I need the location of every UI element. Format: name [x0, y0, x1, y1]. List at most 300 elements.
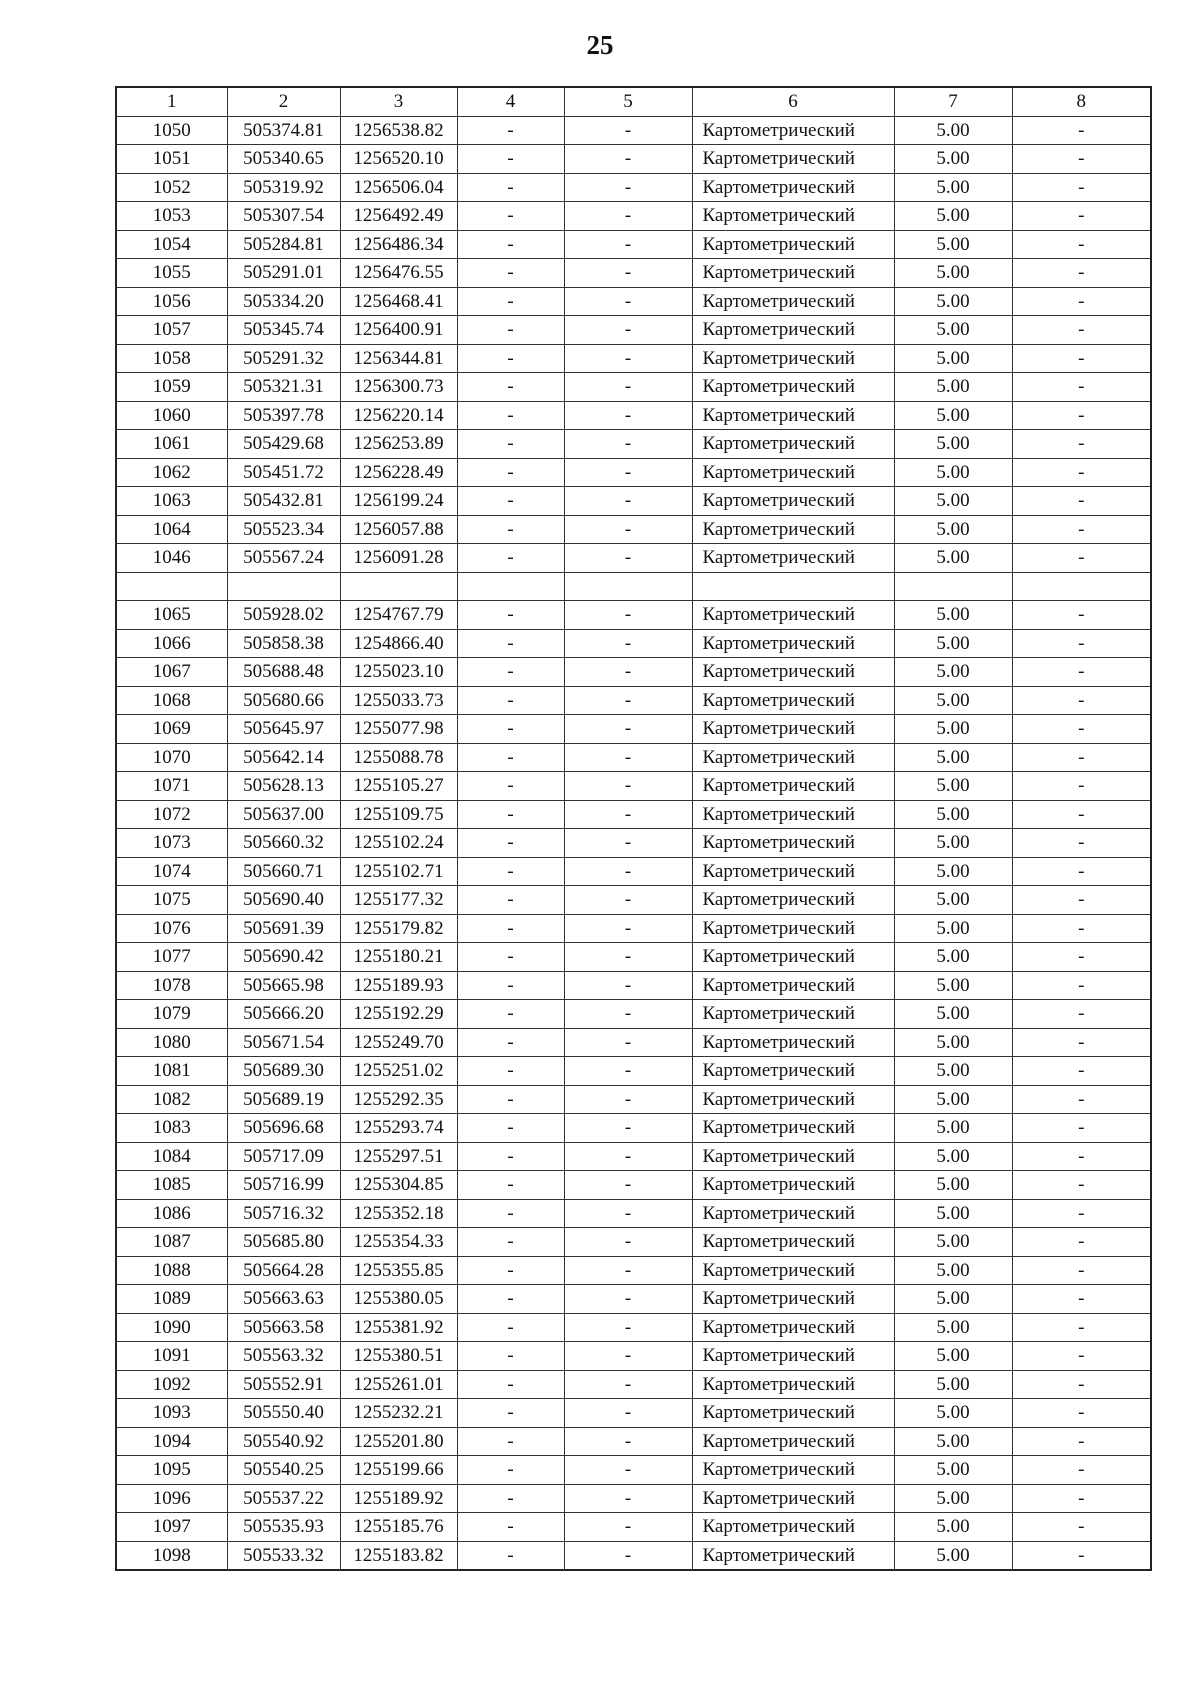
table-cell: Картометрический: [692, 800, 894, 829]
table-cell: 5.00: [894, 658, 1012, 687]
table-cell: 1255088.78: [340, 743, 457, 772]
table-cell: -: [564, 1484, 692, 1513]
table-cell: 505928.02: [227, 601, 340, 630]
table-cell: 505671.54: [227, 1028, 340, 1057]
table-cell: 1087: [116, 1228, 227, 1257]
table-cell: 1073: [116, 829, 227, 858]
table-cell: 1089: [116, 1285, 227, 1314]
table-cell: 505717.09: [227, 1142, 340, 1171]
table-cell: -: [564, 715, 692, 744]
table-cell: -: [457, 487, 564, 516]
table-cell: -: [1012, 230, 1151, 259]
table-cell: -: [1012, 344, 1151, 373]
table-cell: 5.00: [894, 715, 1012, 744]
table-cell: 1256057.88: [340, 515, 457, 544]
table-cell: -: [1012, 1484, 1151, 1513]
table-cell: -: [564, 173, 692, 202]
table-cell: 5.00: [894, 743, 1012, 772]
table-cell: -: [564, 401, 692, 430]
table-cell: 505645.97: [227, 715, 340, 744]
table-cell: -: [1012, 772, 1151, 801]
table-row: [116, 287, 1151, 316]
table-header-row: [116, 87, 1151, 116]
table-cell: 1255023.10: [340, 658, 457, 687]
table-cell: Картометрический: [692, 316, 894, 345]
table-cell: 5.00: [894, 1028, 1012, 1057]
table-cell: 5.00: [894, 401, 1012, 430]
table-cell: 1080: [116, 1028, 227, 1057]
table-cell: Картометрический: [692, 1342, 894, 1371]
table-cell: Картометрический: [692, 1313, 894, 1342]
table-cell: -: [457, 458, 564, 487]
table-cell: Картометрический: [692, 1541, 894, 1570]
table-cell: -: [457, 1456, 564, 1485]
table-cell: -: [1012, 1456, 1151, 1485]
table-cell: 5.00: [894, 316, 1012, 345]
table-row: [116, 1171, 1151, 1200]
table-cell: -: [564, 515, 692, 544]
table-cell: Картометрический: [692, 1399, 894, 1428]
table-row: [116, 686, 1151, 715]
table-cell: -: [564, 344, 692, 373]
table-cell: -: [564, 914, 692, 943]
table-row: [116, 430, 1151, 459]
table-cell: 1046: [116, 544, 227, 573]
table-cell: -: [1012, 1427, 1151, 1456]
table-cell: -: [457, 743, 564, 772]
table-cell: -: [1012, 686, 1151, 715]
table-row: [116, 145, 1151, 174]
table-cell: -: [1012, 515, 1151, 544]
table-cell: 5.00: [894, 458, 1012, 487]
table-cell: -: [457, 116, 564, 145]
column-header: 1: [116, 87, 227, 116]
table-cell: -: [564, 686, 692, 715]
table-cell: 1255192.29: [340, 1000, 457, 1029]
table-cell: -: [564, 1256, 692, 1285]
table-cell: 5.00: [894, 1342, 1012, 1371]
table-row: [116, 914, 1151, 943]
table-cell: -: [457, 1313, 564, 1342]
table-cell: Картометрический: [692, 1228, 894, 1257]
table-cell: -: [1012, 1171, 1151, 1200]
table-cell: -: [564, 658, 692, 687]
table-cell: -: [564, 1000, 692, 1029]
table-cell: Картометрический: [692, 772, 894, 801]
table-cell: -: [564, 800, 692, 829]
table-cell: Картометрический: [692, 1370, 894, 1399]
table-cell: 1256506.04: [340, 173, 457, 202]
table-cell: -: [1012, 544, 1151, 573]
table-cell: -: [564, 116, 692, 145]
table-cell: 505858.38: [227, 629, 340, 658]
table-cell: 505563.32: [227, 1342, 340, 1371]
column-header: 6: [692, 87, 894, 116]
table-cell: -: [1012, 715, 1151, 744]
table-cell: 5.00: [894, 1313, 1012, 1342]
table-cell: 505340.65: [227, 145, 340, 174]
table-cell: -: [564, 1028, 692, 1057]
table-row: [116, 230, 1151, 259]
table-cell: -: [564, 743, 692, 772]
table-row: [116, 857, 1151, 886]
table-cell: [340, 572, 457, 601]
table-cell: 5.00: [894, 686, 1012, 715]
table-cell: 5.00: [894, 1171, 1012, 1200]
table-cell: 1255201.80: [340, 1427, 457, 1456]
table-cell: Картометрический: [692, 1256, 894, 1285]
table-cell: 505552.91: [227, 1370, 340, 1399]
table-cell: 505680.66: [227, 686, 340, 715]
table-cell: 5.00: [894, 1285, 1012, 1314]
table-cell: -: [457, 715, 564, 744]
table-cell: 5.00: [894, 1228, 1012, 1257]
table-row: [116, 1057, 1151, 1086]
table-row: [116, 1285, 1151, 1314]
table-cell: Картометрический: [692, 145, 894, 174]
table-cell: 1255232.21: [340, 1399, 457, 1428]
table-cell: 1256199.24: [340, 487, 457, 516]
table-cell: 1255380.51: [340, 1342, 457, 1371]
table-cell: 505696.68: [227, 1114, 340, 1143]
table-cell: 5.00: [894, 173, 1012, 202]
table-cell: 505550.40: [227, 1399, 340, 1428]
table-cell: 505535.93: [227, 1513, 340, 1542]
table-cell: 505690.40: [227, 886, 340, 915]
table-cell: 1084: [116, 1142, 227, 1171]
table-cell: -: [457, 430, 564, 459]
table-cell: Картометрический: [692, 743, 894, 772]
table-cell: Картометрический: [692, 1484, 894, 1513]
table-cell: 505345.74: [227, 316, 340, 345]
table-cell: 5.00: [894, 1370, 1012, 1399]
table-cell: Картометрический: [692, 173, 894, 202]
table-cell: 5.00: [894, 1085, 1012, 1114]
table-cell: 1255105.27: [340, 772, 457, 801]
table-cell: Картометрический: [692, 458, 894, 487]
table-cell: 1256492.49: [340, 202, 457, 231]
table-cell: -: [1012, 1028, 1151, 1057]
table-cell: -: [457, 1399, 564, 1428]
table-cell: -: [1012, 316, 1151, 345]
table-cell: 5.00: [894, 857, 1012, 886]
table-cell: -: [564, 886, 692, 915]
table-cell: 5.00: [894, 1456, 1012, 1485]
table-cell: -: [457, 373, 564, 402]
table-cell: 1075: [116, 886, 227, 915]
table-cell: Картометрический: [692, 686, 894, 715]
table-cell: -: [564, 1370, 692, 1399]
table-row: [116, 515, 1151, 544]
table-cell: -: [457, 145, 564, 174]
table-cell: 1255249.70: [340, 1028, 457, 1057]
table-cell: -: [457, 1228, 564, 1257]
table-cell: -: [1012, 401, 1151, 430]
table-cell: 1256400.91: [340, 316, 457, 345]
table-cell: -: [564, 1285, 692, 1314]
table-cell: 5.00: [894, 145, 1012, 174]
table-cell: -: [1012, 857, 1151, 886]
table-cell: -: [1012, 1313, 1151, 1342]
table-cell: -: [564, 629, 692, 658]
table-cell: 1255189.92: [340, 1484, 457, 1513]
table-cell: -: [564, 1228, 692, 1257]
table-cell: 505334.20: [227, 287, 340, 316]
table-cell: 5.00: [894, 544, 1012, 573]
table-cell: Картометрический: [692, 373, 894, 402]
table-cell: Картометрический: [692, 544, 894, 573]
table-cell: 1256091.28: [340, 544, 457, 573]
table-cell: 1079: [116, 1000, 227, 1029]
table-cell: 1098: [116, 1541, 227, 1570]
table-cell: 505690.42: [227, 943, 340, 972]
table-cell: 1076: [116, 914, 227, 943]
table-cell: 1090: [116, 1313, 227, 1342]
table-cell: 1256300.73: [340, 373, 457, 402]
table-cell: 505689.30: [227, 1057, 340, 1086]
table-cell: -: [457, 1085, 564, 1114]
table-row: [116, 316, 1151, 345]
table-cell: 1058: [116, 344, 227, 373]
table-cell: 505685.80: [227, 1228, 340, 1257]
table-cell: Картометрический: [692, 715, 894, 744]
table-cell: 1256538.82: [340, 116, 457, 145]
table-cell: 1256476.55: [340, 259, 457, 288]
table-cell: 1096: [116, 1484, 227, 1513]
table-cell: 5.00: [894, 772, 1012, 801]
table-cell: 505284.81: [227, 230, 340, 259]
table-row: [116, 601, 1151, 630]
table-cell: 1051: [116, 145, 227, 174]
table-cell: -: [457, 658, 564, 687]
table-cell: 1078: [116, 971, 227, 1000]
table-cell: 505663.63: [227, 1285, 340, 1314]
table-cell: 1064: [116, 515, 227, 544]
table-cell: 1256220.14: [340, 401, 457, 430]
table-cell: -: [1012, 1342, 1151, 1371]
table-cell: 5.00: [894, 230, 1012, 259]
table-cell: -: [457, 401, 564, 430]
table-cell: -: [457, 202, 564, 231]
table-cell: Картометрический: [692, 1285, 894, 1314]
page-number: 25: [586, 30, 614, 60]
table-cell: -: [1012, 116, 1151, 145]
table-cell: 1061: [116, 430, 227, 459]
table-cell: -: [1012, 1399, 1151, 1428]
table-cell: -: [564, 1199, 692, 1228]
table-cell: 1255293.74: [340, 1114, 457, 1143]
table-cell: -: [1012, 458, 1151, 487]
table-cell: -: [1012, 629, 1151, 658]
table-cell: [1012, 572, 1151, 601]
table-cell: Картометрический: [692, 259, 894, 288]
table-cell: 1255354.33: [340, 1228, 457, 1257]
table-cell: 505664.28: [227, 1256, 340, 1285]
table-row: [116, 971, 1151, 1000]
table-cell: 5.00: [894, 430, 1012, 459]
table-cell: 505716.32: [227, 1199, 340, 1228]
table-cell: 505533.32: [227, 1541, 340, 1570]
table-cell: 505451.72: [227, 458, 340, 487]
table-cell: -: [457, 914, 564, 943]
table-row: [116, 544, 1151, 573]
table-cell: 1255352.18: [340, 1199, 457, 1228]
table-cell: -: [457, 1370, 564, 1399]
table-cell: 1256520.10: [340, 145, 457, 174]
table-row: [116, 943, 1151, 972]
table-cell: 1255189.93: [340, 971, 457, 1000]
table-cell: 1255033.73: [340, 686, 457, 715]
table-row: [116, 1028, 1151, 1057]
table-cell: -: [457, 943, 564, 972]
table-cell: -: [457, 515, 564, 544]
table-cell: 1094: [116, 1427, 227, 1456]
table-cell: 505374.81: [227, 116, 340, 145]
table-row: [116, 373, 1151, 402]
table-cell: 5.00: [894, 1000, 1012, 1029]
table-cell: Картометрический: [692, 1057, 894, 1086]
table-cell: -: [457, 344, 564, 373]
table-cell: -: [1012, 658, 1151, 687]
table-cell: 505429.68: [227, 430, 340, 459]
table-cell: 1074: [116, 857, 227, 886]
table-cell: -: [457, 544, 564, 573]
table-cell: -: [564, 943, 692, 972]
table-cell: -: [564, 1313, 692, 1342]
table-cell: -: [564, 458, 692, 487]
table-cell: 1052: [116, 173, 227, 202]
table-cell: 1071: [116, 772, 227, 801]
table-cell: -: [564, 1513, 692, 1542]
table-cell: 1083: [116, 1114, 227, 1143]
table-cell: 1095: [116, 1456, 227, 1485]
table-cell: -: [1012, 743, 1151, 772]
table-cell: Картометрический: [692, 857, 894, 886]
table-cell: -: [457, 1142, 564, 1171]
table-cell: -: [1012, 971, 1151, 1000]
table-cell: -: [1012, 373, 1151, 402]
table-cell: -: [1012, 1228, 1151, 1257]
table-row: [116, 1456, 1151, 1485]
table-cell: -: [457, 1513, 564, 1542]
table-cell: -: [457, 1285, 564, 1314]
table-cell: -: [457, 800, 564, 829]
table-row: [116, 1370, 1151, 1399]
table-cell: -: [564, 230, 692, 259]
table-cell: 5.00: [894, 259, 1012, 288]
table-row: [116, 1399, 1151, 1428]
table-cell: 505291.01: [227, 259, 340, 288]
table-cell: Картометрический: [692, 886, 894, 915]
table-cell: 505637.00: [227, 800, 340, 829]
table-cell: 5.00: [894, 1399, 1012, 1428]
table-cell: -: [1012, 145, 1151, 174]
table-row: [116, 173, 1151, 202]
table-row: [116, 116, 1151, 145]
table-cell: -: [564, 1142, 692, 1171]
table-cell: 505523.34: [227, 515, 340, 544]
table-cell: 1055: [116, 259, 227, 288]
table-cell: 505432.81: [227, 487, 340, 516]
table-row: [116, 1313, 1151, 1342]
table-cell: -: [1012, 487, 1151, 516]
table-cell: 1088: [116, 1256, 227, 1285]
table-cell: Картометрический: [692, 1456, 894, 1485]
table-cell: 1082: [116, 1085, 227, 1114]
table-cell: 505691.39: [227, 914, 340, 943]
table-row: [116, 1228, 1151, 1257]
table-cell: 1086: [116, 1199, 227, 1228]
table-cell: -: [457, 287, 564, 316]
table-cell: -: [457, 772, 564, 801]
table-cell: 505319.92: [227, 173, 340, 202]
table-cell: -: [457, 173, 564, 202]
table-cell: 1059: [116, 373, 227, 402]
table-cell: -: [457, 857, 564, 886]
table-cell: -: [564, 373, 692, 402]
table-cell: 1255381.92: [340, 1313, 457, 1342]
table-cell: 1066: [116, 629, 227, 658]
table-cell: 505665.98: [227, 971, 340, 1000]
table-cell: -: [457, 259, 564, 288]
table-cell: Картометрический: [692, 1085, 894, 1114]
table-row: [116, 658, 1151, 687]
table-cell: 1077: [116, 943, 227, 972]
table-cell: 5.00: [894, 971, 1012, 1000]
table-cell: 5.00: [894, 1114, 1012, 1143]
table-cell: 1085: [116, 1171, 227, 1200]
table-cell: 1070: [116, 743, 227, 772]
table-cell: 505540.92: [227, 1427, 340, 1456]
table-cell: -: [457, 1114, 564, 1143]
table-cell: Картометрический: [692, 629, 894, 658]
table-cell: Картометрический: [692, 287, 894, 316]
table-cell: Картометрический: [692, 344, 894, 373]
table-row: [116, 487, 1151, 516]
table-cell: [227, 572, 340, 601]
table-row: [116, 886, 1151, 915]
table-cell: 1255179.82: [340, 914, 457, 943]
table-cell: 505291.32: [227, 344, 340, 373]
table-cell: -: [1012, 1114, 1151, 1143]
table-cell: -: [1012, 943, 1151, 972]
table-cell: -: [564, 259, 692, 288]
table-cell: 1255251.02: [340, 1057, 457, 1086]
table-cell: -: [1012, 259, 1151, 288]
table-cell: 5.00: [894, 116, 1012, 145]
table-cell: -: [564, 1541, 692, 1570]
table-cell: 1092: [116, 1370, 227, 1399]
table-cell: -: [564, 1057, 692, 1086]
table-cell: 5.00: [894, 1256, 1012, 1285]
table-cell: Картометрический: [692, 1142, 894, 1171]
table-cell: 1053: [116, 202, 227, 231]
table-cell: 1255185.76: [340, 1513, 457, 1542]
table-cell: 1063: [116, 487, 227, 516]
table-cell: 505689.19: [227, 1085, 340, 1114]
table-cell: 1255102.71: [340, 857, 457, 886]
table-cell: -: [1012, 430, 1151, 459]
table-cell: 1091: [116, 1342, 227, 1371]
table-cell: Картометрический: [692, 1000, 894, 1029]
table-row: [116, 1541, 1151, 1570]
table-cell: -: [457, 1427, 564, 1456]
column-header: 5: [564, 87, 692, 116]
table-cell: 1097: [116, 1513, 227, 1542]
table-cell: -: [564, 857, 692, 886]
table-cell: 5.00: [894, 287, 1012, 316]
table-cell: 505660.32: [227, 829, 340, 858]
